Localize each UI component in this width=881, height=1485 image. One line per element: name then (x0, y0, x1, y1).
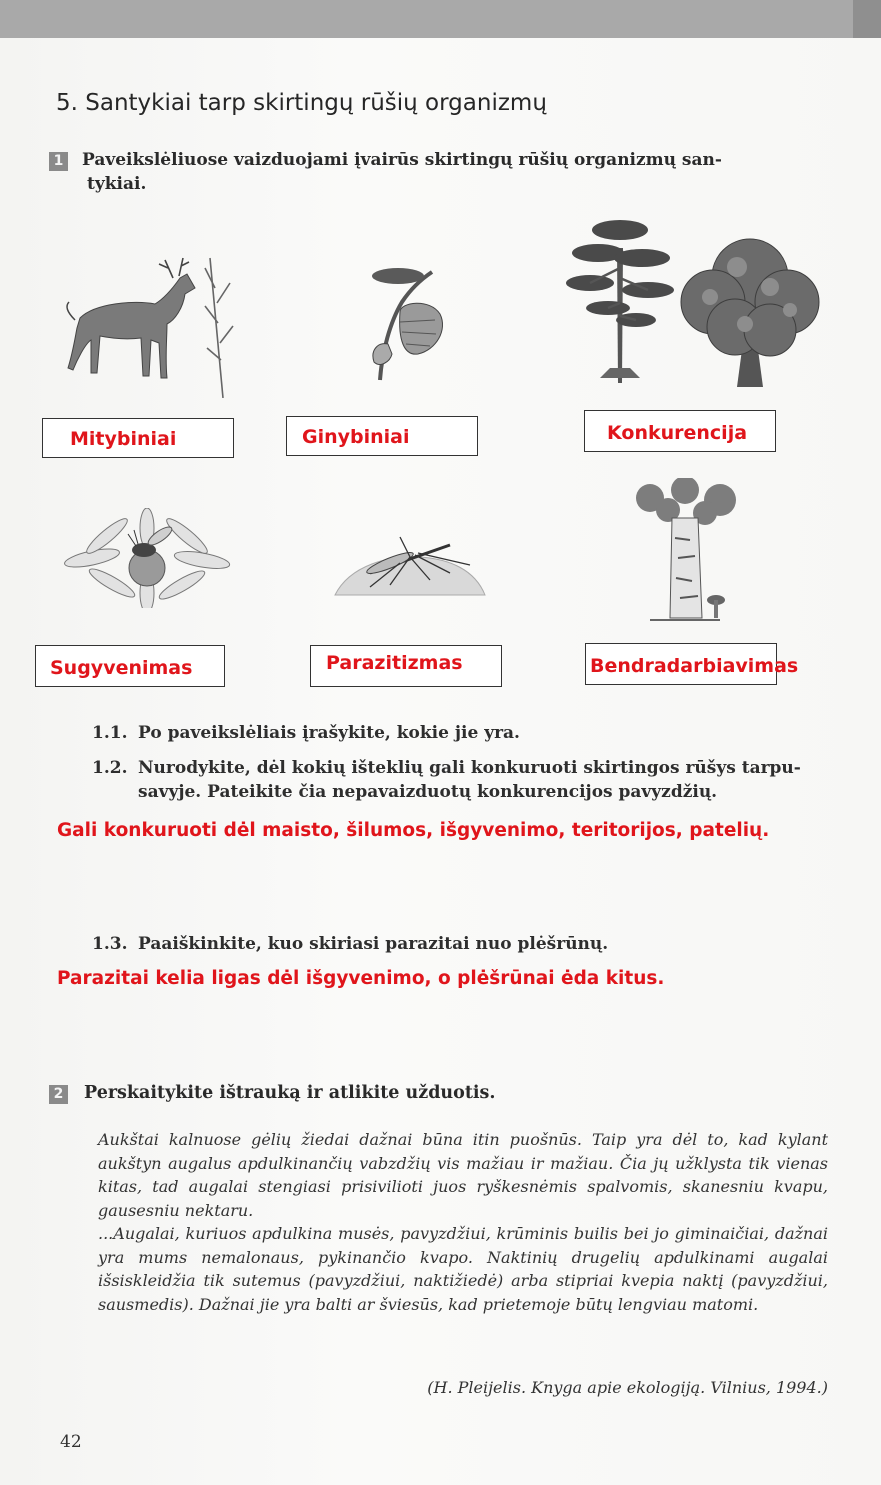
scan-edge (853, 0, 881, 38)
top-scan-band (0, 0, 881, 38)
excerpt-text (98, 1128, 828, 1316)
question-1-3-text: Paaiškinkite, kuo skiriasi parazitai nuo plėšrūnų. (138, 934, 609, 954)
pine-tree-illustration (560, 208, 680, 388)
birch-tree-illustration (620, 478, 750, 623)
answer-2: Ginybiniai (302, 426, 410, 448)
task-2-title: Perskaitykite ištrauką ir atlikite užduotis. (84, 1083, 496, 1103)
task-number-badge: 1 (49, 152, 68, 171)
task-2-instruction (49, 1083, 496, 1104)
task-number-badge: 2 (49, 1085, 68, 1104)
answer-5: Parazitizmas (326, 652, 463, 674)
excerpt-source: (H. Pleijelis. Knyga apie ekologiją. Vilnius, 1994.) (427, 1378, 828, 1397)
task-1-instruction (49, 148, 819, 196)
question-1-2-number: 1.2. (92, 758, 128, 778)
answer-3: Konkurencija (607, 422, 748, 444)
question-1-2 (92, 756, 801, 804)
deer-illustration (55, 248, 250, 398)
question-1-3-number: 1.3. (92, 934, 128, 954)
answer-1-3: Parazitai kelia ligas dėl išgyvenimo, o plėšrūnai ėda kitus. (57, 968, 665, 989)
answer-1: Mitybiniai (70, 428, 177, 450)
page-number: 42 (60, 1432, 82, 1452)
answer-1-2: Gali konkuruoti dėl maisto, šilumos, išgyvenimo, teritorijos, patelių. (57, 820, 770, 841)
task-1-text-line2: tykiai. (87, 174, 147, 194)
section-title: 5. Santykiai tarp skirtingų rūšių organizmų (56, 90, 547, 116)
excerpt-paragraph-2: ...Augalai, kuriuos apdulkina musės, pavyzdžiui, krūminis builis bei jo giminaičiai, dažnai yra mums nemalonaus, pykinančio kvapo. Naktinių drugelių apdulkinami augalai išsiskleidžia tik sutemus (pavyzdžiui, naktižiedė) arba stipriai kvepia naktį (pavyzdžiui, sausmedis). Dažnai jie yra balti ar šviesūs, kad prietemoje būtų lengviau matomi. (98, 1224, 828, 1314)
task-1-text-line1: Paveikslėliuose vaizduojami įvairūs skirtingų rūšių organizmų san- (82, 150, 722, 170)
question-1-1 (92, 721, 520, 745)
question-1-1-number: 1.1. (92, 723, 128, 743)
question-1-1-text: Po paveikslėliais įrašykite, kokie jie yra. (138, 723, 520, 743)
bee-on-flower-illustration (62, 508, 232, 608)
oak-tree-illustration (675, 232, 825, 390)
plant-illustration (340, 262, 450, 382)
answer-6: Bendradarbiavimas (590, 655, 799, 677)
answer-4: Sugyvenimas (50, 657, 193, 679)
question-1-3 (92, 932, 608, 956)
question-1-2-text-line1: Nurodykite, dėl kokių išteklių gali konkuruoti skirtingos rūšys tarpu- (138, 758, 801, 778)
mosquito-illustration (330, 525, 490, 600)
question-1-2-text-line2: savyje. Pateikite čia nepavaizduotų konkurencijos pavyzdžių. (138, 782, 718, 802)
excerpt-paragraph-1: Aukštai kalnuose gėlių žiedai dažnai būna itin puošnūs. Taip yra dėl to, kad kylant aukštyn augalus apdulkinančių vabzdžių vis mažiau ir mažiau. Čia jų užklysta tik vienas kitas, tad augalai stengiasi prisivilioti juos ryškesnėmis spalvomis, skanesniu kvapu, gausesniu nektaru. (98, 1130, 828, 1220)
